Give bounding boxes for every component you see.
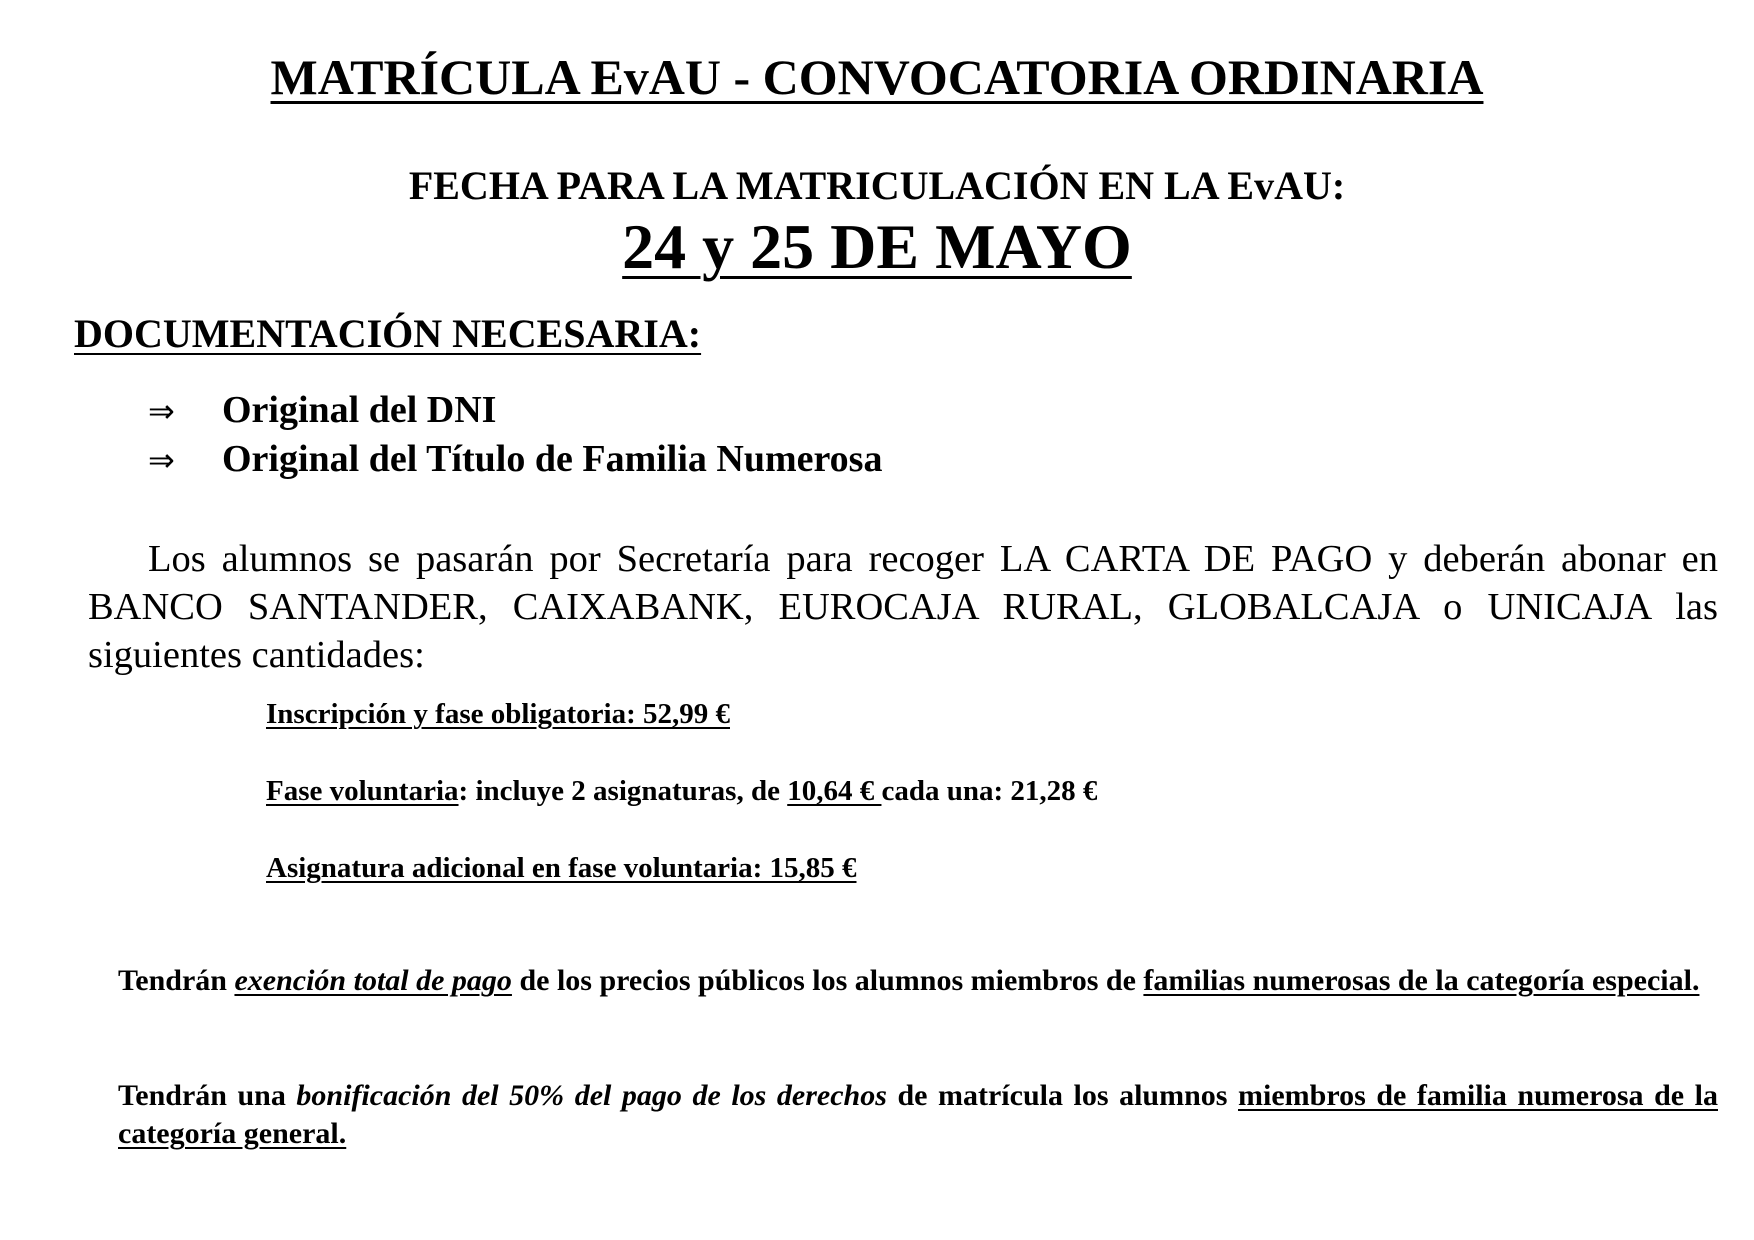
discount-note xyxy=(118,1077,1718,1153)
documentation-item-label: Original del DNI xyxy=(222,389,497,431)
fee-voluntary-label: Fase voluntaria xyxy=(266,775,459,807)
fee-voluntary-price: 10,64 € xyxy=(787,775,882,807)
fee-voluntary-total: cada una: 21,28 € xyxy=(881,775,1098,807)
fee-registration xyxy=(266,698,730,731)
arrow-right-icon: ⇒ xyxy=(148,392,175,430)
exemption-middle: de los precios públicos los alumnos miembros de xyxy=(511,964,1144,997)
discount-highlight: miembros de familia numerosa de la categoría general. xyxy=(118,1079,1718,1150)
documentation-item xyxy=(148,437,882,481)
discount-prefix: Tendrán una xyxy=(118,1079,297,1112)
exemption-prefix: Tendrán xyxy=(118,964,235,997)
documentation-heading: DOCUMENTACIÓN NECESARIA: xyxy=(74,311,702,356)
payment-instructions: Los alumnos se pasarán por Secretaría para recoger LA CARTA DE PAGO y deberán abonar en BANCO SANTANDER, CAIXABANK, EUROCAJA RURAL, GLOBALCAJA o UNICAJA las siguientes cantidades: xyxy=(88,538,1718,676)
arrow-right-icon: ⇒ xyxy=(148,441,175,479)
exemption-emphasis: exención total de pago xyxy=(234,964,512,997)
exemption-note xyxy=(118,962,1718,1000)
documentation-item xyxy=(148,388,496,432)
fee-voluntary-text: : incluye 2 asignaturas, de xyxy=(458,775,788,807)
exemption-highlight: familias numerosas de la categoría especial. xyxy=(1143,964,1700,997)
fee-voluntary xyxy=(266,775,1097,808)
fee-registration-text: Inscripción y fase obligatoria: 52,99 € xyxy=(266,698,730,730)
enrollment-date-label: FECHA PARA LA MATRICULACIÓN EN LA EvAU: xyxy=(408,163,1346,208)
fee-additional xyxy=(266,852,857,885)
discount-emphasis: bonificación del 50% del pago de los derechos xyxy=(296,1079,887,1112)
discount-middle: de matrícula los alumnos xyxy=(886,1079,1239,1112)
fee-additional-text: Asignatura adicional en fase voluntaria: 15,85 € xyxy=(266,852,857,884)
documentation-item-label: Original del Título de Familia Numerosa xyxy=(222,438,883,480)
page-title: MATRÍCULA EvAU - CONVOCATORIA ORDINARIA xyxy=(270,49,1484,105)
enrollment-date-value: 24 y 25 DE MAYO xyxy=(622,211,1132,282)
